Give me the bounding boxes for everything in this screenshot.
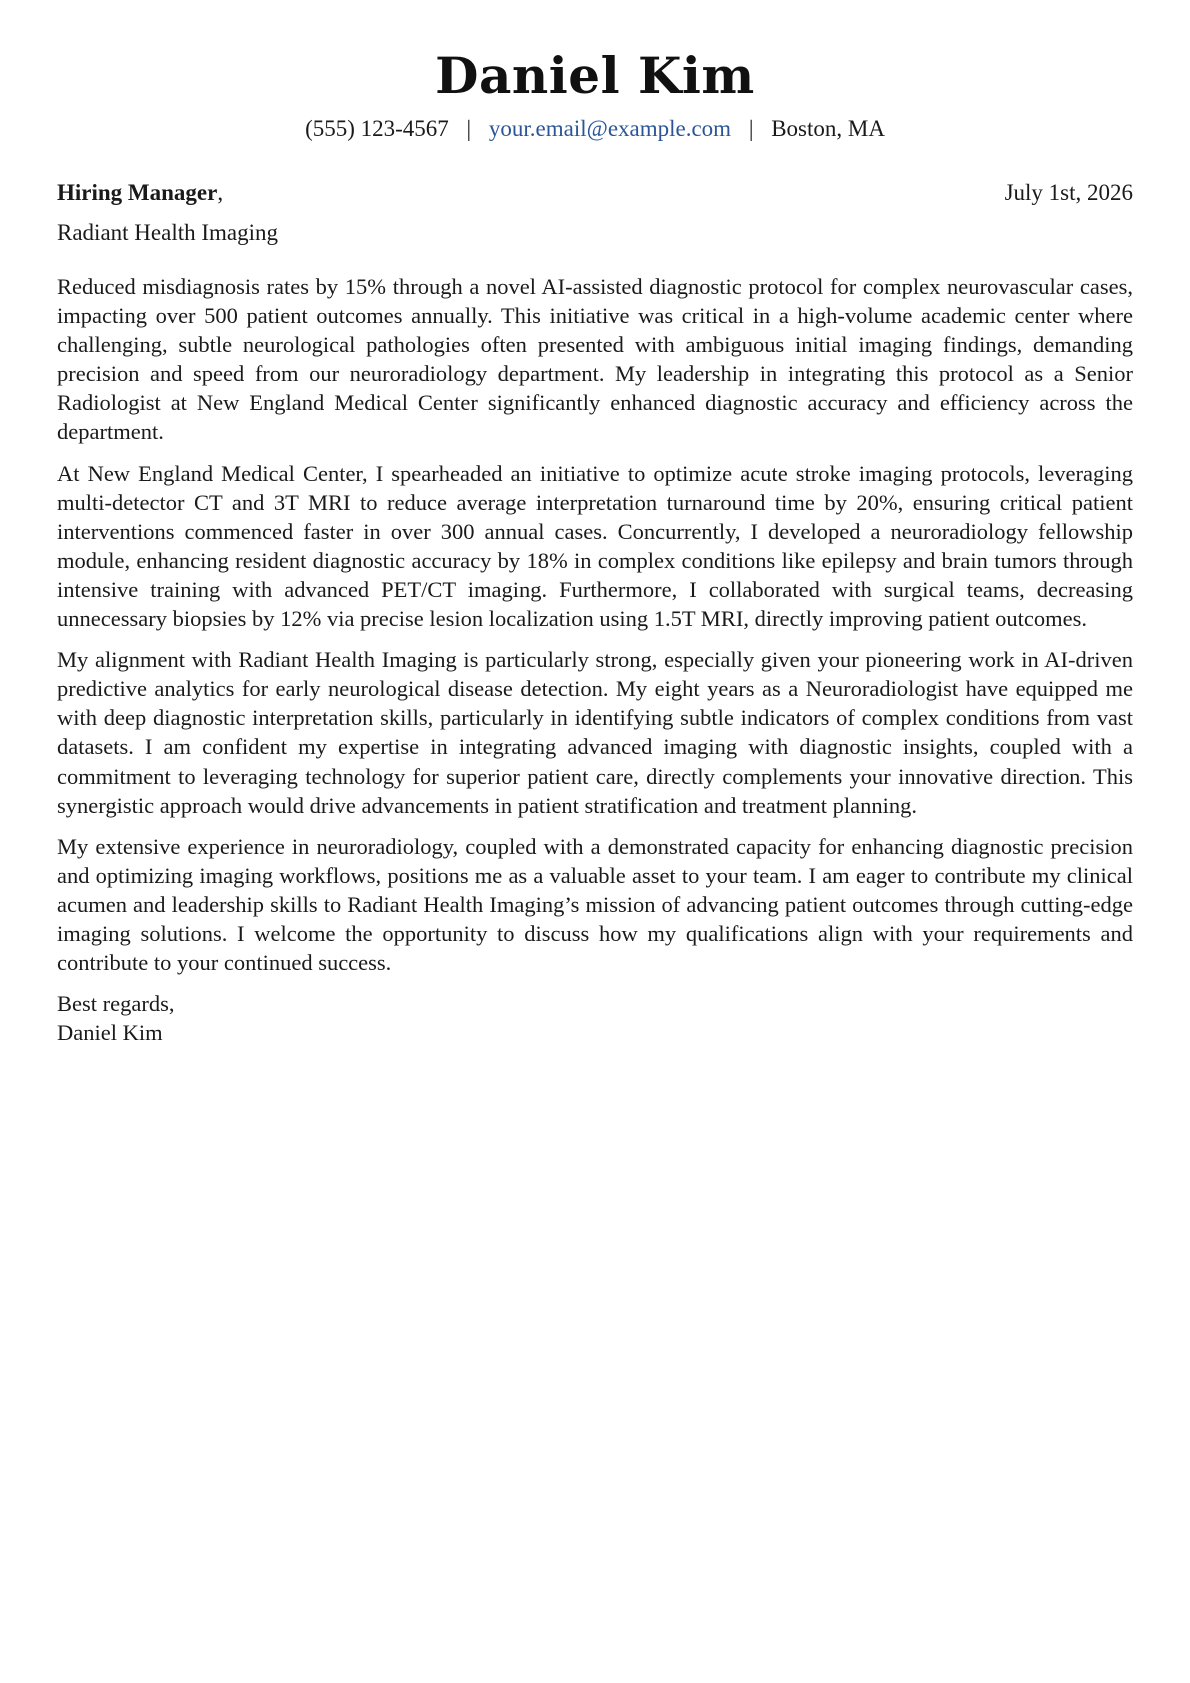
company-name: Radiant Health Imaging [57,220,278,245]
phone-number: (555) 123-4567 [305,116,449,141]
contact-separator: | [466,116,472,141]
contact-line [57,114,1133,144]
letter-date: July 1st, 2026 [1004,180,1133,205]
contact-separator: | [748,116,754,141]
cover-letter-page [57,40,1133,1047]
salutation-row [57,178,1133,208]
applicant-name: Daniel Kim [435,46,755,105]
salutation [57,178,223,208]
body-paragraph: My extensive experience in neuroradiology, coupled with a demonstrated capacity for enhancing diagnostic precision and optimizing imaging workflows, positions me as a valuable asset to your team. I am eager to contribute my clinical acumen and leadership skills to Radiant Health Imaging’s mission of advancing patient outcomes through cutting-edge imaging solutions. I welcome the opportunity to discuss how my qualifications align with your requirements and contribute to your continued success. [57,833,1133,976]
closing-phrase: Best regards, [57,991,175,1017]
location: Boston, MA [771,116,885,141]
signature-name: Daniel Kim [57,1020,163,1046]
email-link[interactable]: your.email@example.com [488,116,732,141]
body-paragraph: Reduced misdiagnosis rates by 15% through a novel AI-assisted diagnostic protocol for complex neurovascular cases, impacting over 500 patient outcomes annually. This initiative was critical in a high-volume academic center where challenging, subtle neurological pathologies often presented with ambiguous initial imaging findings, demanding precision and speed from our neuroradiology department. My leadership in integrating this protocol as a Senior Radiologist at New England Medical Center significantly enhanced diagnostic accuracy and efficiency across the department. [57,274,1133,445]
letter-header [57,40,1133,144]
letter-body [57,272,1133,977]
body-paragraph: My alignment with Radiant Health Imaging is particularly strong, especially given your pioneering work in AI-driven predictive analytics for early neurological disease detection. My eight years as a Neuroradiologist have equipped me with deep diagnostic interpretation skills, particularly in identifying subtle indicators of complex conditions from vast datasets. I am confident my expertise in integrating advanced imaging with diagnostic insights, coupled with a commitment to leveraging technology for superior patient care, directly complements your innovative direction. This synergistic approach would drive advancements in patient stratification and treatment planning. [57,647,1133,818]
recipient-name: Hiring Manager [57,180,218,205]
letter-closing [57,989,1133,1047]
body-paragraph: At New England Medical Center, I spearheaded an initiative to optimize acute stroke imaging protocols, leveraging multi-detector CT and 3T MRI to reduce average interpretation turnaround time by 20%, ensuring critical patient interventions commenced faster in over 300 annual cases. Concurrently, I developed a neuroradiology fellowship module, enhancing resident diagnostic accuracy by 18% in complex conditions like epilepsy and brain tumors through intensive training with advanced PET/CT imaging. Furthermore, I collaborated with surgical teams, decreasing unnecessary biopsies by 12% via precise lesion localization using 1.5T MRI, directly improving patient outcomes. [57,460,1133,632]
recipient-suffix: , [217,180,224,205]
